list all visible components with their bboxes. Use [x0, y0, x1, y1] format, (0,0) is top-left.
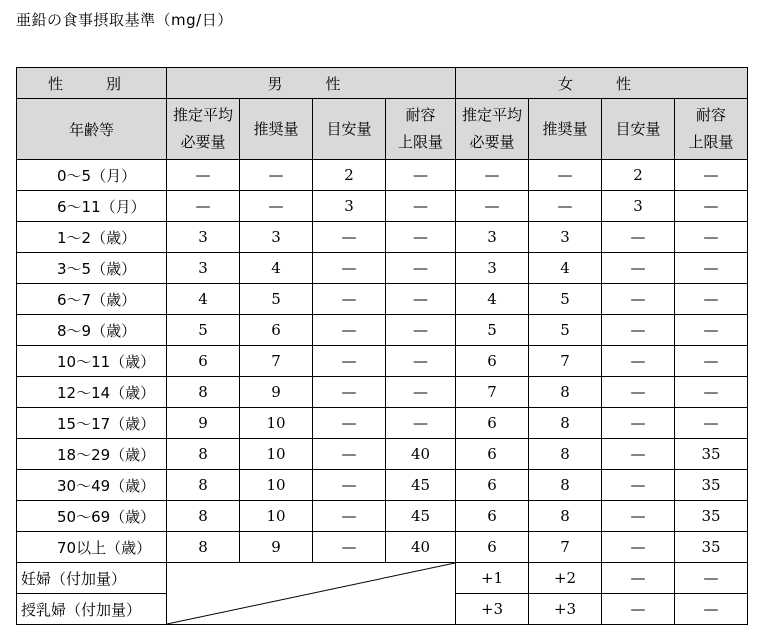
value-cell: 9: [240, 532, 313, 563]
age-cell: 18〜29（歳）: [17, 439, 167, 470]
value-cell: —: [240, 160, 313, 191]
age-cell: 1〜2（歳）: [17, 222, 167, 253]
value-cell: 10: [240, 408, 313, 439]
column-header-line: 推定平均: [172, 106, 233, 124]
value-cell: —: [675, 408, 748, 439]
diagonal-empty-cell: [167, 563, 456, 625]
value-cell: 6: [167, 346, 240, 377]
column-header-line: 推定平均: [462, 106, 523, 124]
value-cell: 40: [386, 439, 456, 470]
table-row: [17, 315, 748, 346]
table-row: [17, 501, 748, 532]
age-cell: 15〜17（歳）: [17, 408, 167, 439]
table-row: [17, 470, 748, 501]
value-cell: —: [313, 408, 386, 439]
value-cell: —: [386, 284, 456, 315]
age-cell: 8〜9（歳）: [17, 315, 167, 346]
value-cell: —: [602, 377, 675, 408]
table-row: [17, 284, 748, 315]
column-header-line: 上限量: [688, 133, 734, 151]
value-cell: —: [675, 191, 748, 222]
value-cell: 8: [529, 439, 602, 470]
column-header-1: [240, 99, 313, 160]
value-cell: —: [675, 594, 748, 625]
value-cell: —: [456, 191, 529, 222]
value-cell: —: [313, 253, 386, 284]
value-cell: 4: [456, 284, 529, 315]
value-cell: 10: [240, 470, 313, 501]
value-cell: —: [529, 191, 602, 222]
value-cell: 35: [675, 439, 748, 470]
value-cell: 10: [240, 501, 313, 532]
value-cell: 35: [675, 470, 748, 501]
value-cell: 6: [456, 532, 529, 563]
column-header-line: 耐容: [696, 106, 727, 124]
value-cell: 3: [167, 222, 240, 253]
value-cell: —: [602, 470, 675, 501]
value-cell: 4: [240, 253, 313, 284]
female-header: 女 性: [456, 68, 748, 99]
value-cell: —: [602, 253, 675, 284]
value-cell: 8: [167, 439, 240, 470]
value-cell: —: [456, 160, 529, 191]
table-row: [17, 191, 748, 222]
value-cell: —: [602, 408, 675, 439]
age-cell: 3〜5（歳）: [17, 253, 167, 284]
column-header-line: 推奨量: [253, 119, 299, 138]
age-cell: 12〜14（歳）: [17, 377, 167, 408]
value-cell: 40: [386, 532, 456, 563]
value-cell: 7: [529, 532, 602, 563]
value-cell: 8: [167, 532, 240, 563]
diagonal-line: [167, 563, 455, 624]
extra-label-cell: 妊婦（付加量）: [17, 563, 167, 594]
age-cell: 30〜49（歳）: [17, 470, 167, 501]
age-cell: 0〜5（月）: [17, 160, 167, 191]
column-header-line: 耐容: [405, 106, 436, 124]
age-label: 年齢等: [17, 99, 167, 160]
value-cell: —: [313, 315, 386, 346]
value-cell: —: [313, 284, 386, 315]
value-cell: —: [386, 253, 456, 284]
value-cell: 2: [602, 160, 675, 191]
value-cell: —: [313, 532, 386, 563]
column-header-0: [167, 99, 240, 160]
value-cell: 35: [675, 501, 748, 532]
age-cell: 6〜11（月）: [17, 191, 167, 222]
value-cell: —: [602, 346, 675, 377]
age-cell: 50〜69（歳）: [17, 501, 167, 532]
value-cell: 8: [529, 377, 602, 408]
value-cell: —: [313, 439, 386, 470]
table-row: [17, 253, 748, 284]
value-cell: 7: [240, 346, 313, 377]
value-cell: 5: [529, 284, 602, 315]
value-cell: —: [313, 470, 386, 501]
column-header-2: [313, 99, 386, 160]
value-cell: 35: [675, 532, 748, 563]
value-cell: 5: [240, 284, 313, 315]
column-header-6: [602, 99, 675, 160]
value-cell: —: [675, 346, 748, 377]
value-cell: 9: [240, 377, 313, 408]
age-cell: 70以上（歳）: [17, 532, 167, 563]
value-cell: 3: [167, 253, 240, 284]
table-row: [17, 532, 748, 563]
value-cell: —: [602, 594, 675, 625]
column-header-line: 上限量: [398, 133, 444, 151]
column-header-5: [529, 99, 602, 160]
value-cell: —: [675, 377, 748, 408]
value-cell: 45: [386, 470, 456, 501]
value-cell: —: [675, 222, 748, 253]
value-cell: 45: [386, 501, 456, 532]
table-row: [17, 346, 748, 377]
table-row: [17, 160, 748, 191]
column-header-line: 目安量: [615, 119, 661, 138]
table-row: [17, 439, 748, 470]
value-cell: —: [386, 408, 456, 439]
value-cell: 6: [456, 439, 529, 470]
value-cell: —: [386, 191, 456, 222]
value-cell: +2: [529, 563, 602, 594]
value-cell: 6: [240, 315, 313, 346]
sex-label: 性 別: [17, 68, 167, 99]
table-row: [17, 408, 748, 439]
column-header-line: 推奨量: [542, 119, 588, 138]
value-cell: —: [675, 160, 748, 191]
value-cell: 3: [456, 222, 529, 253]
value-cell: —: [313, 501, 386, 532]
value-cell: 3: [240, 222, 313, 253]
value-cell: —: [386, 377, 456, 408]
value-cell: 5: [167, 315, 240, 346]
value-cell: 6: [456, 501, 529, 532]
value-cell: 6: [456, 346, 529, 377]
value-cell: —: [386, 160, 456, 191]
header-row-columns: [17, 99, 748, 160]
value-cell: —: [675, 315, 748, 346]
value-cell: —: [602, 284, 675, 315]
value-cell: 3: [456, 253, 529, 284]
value-cell: —: [675, 284, 748, 315]
table-row: [17, 377, 748, 408]
value-cell: —: [240, 191, 313, 222]
value-cell: +1: [456, 563, 529, 594]
value-cell: 8: [167, 470, 240, 501]
age-cell: 6〜7（歳）: [17, 284, 167, 315]
zinc-intake-table: [16, 67, 748, 625]
male-header: 男 性: [167, 68, 456, 99]
value-cell: 7: [529, 346, 602, 377]
value-cell: —: [675, 253, 748, 284]
value-cell: 8: [167, 501, 240, 532]
column-header-7: [675, 99, 748, 160]
value-cell: 9: [167, 408, 240, 439]
value-cell: 3: [529, 222, 602, 253]
value-cell: —: [386, 315, 456, 346]
value-cell: —: [602, 222, 675, 253]
value-cell: 2: [313, 160, 386, 191]
value-cell: 8: [167, 377, 240, 408]
value-cell: 5: [456, 315, 529, 346]
value-cell: —: [167, 191, 240, 222]
value-cell: —: [167, 160, 240, 191]
value-cell: —: [386, 222, 456, 253]
value-cell: —: [313, 377, 386, 408]
value-cell: —: [313, 222, 386, 253]
value-cell: —: [602, 315, 675, 346]
table-row: [17, 563, 748, 594]
value-cell: 3: [313, 191, 386, 222]
page-title: 亜鉛の食事摂取基準（mg/日）: [16, 11, 233, 29]
value-cell: 4: [167, 284, 240, 315]
value-cell: 6: [456, 408, 529, 439]
value-cell: +3: [456, 594, 529, 625]
value-cell: 7: [456, 377, 529, 408]
value-cell: 10: [240, 439, 313, 470]
column-header-line: 必要量: [180, 133, 226, 151]
age-cell: 10〜11（歳）: [17, 346, 167, 377]
value-cell: 8: [529, 470, 602, 501]
extra-label-cell: 授乳婦（付加量）: [17, 594, 167, 625]
table-body: [17, 160, 748, 625]
header-row-sex: [17, 68, 748, 99]
column-header-line: 必要量: [469, 133, 515, 151]
value-cell: —: [313, 346, 386, 377]
column-header-3: [386, 99, 456, 160]
value-cell: —: [529, 160, 602, 191]
column-header-4: [456, 99, 529, 160]
value-cell: —: [602, 563, 675, 594]
value-cell: +3: [529, 594, 602, 625]
value-cell: 5: [529, 315, 602, 346]
value-cell: 6: [456, 470, 529, 501]
value-cell: —: [602, 501, 675, 532]
value-cell: —: [602, 532, 675, 563]
value-cell: 3: [602, 191, 675, 222]
value-cell: —: [675, 563, 748, 594]
table-row: [17, 222, 748, 253]
column-header-line: 目安量: [326, 119, 372, 138]
value-cell: —: [386, 346, 456, 377]
value-cell: —: [602, 439, 675, 470]
value-cell: 8: [529, 501, 602, 532]
value-cell: 4: [529, 253, 602, 284]
value-cell: 8: [529, 408, 602, 439]
